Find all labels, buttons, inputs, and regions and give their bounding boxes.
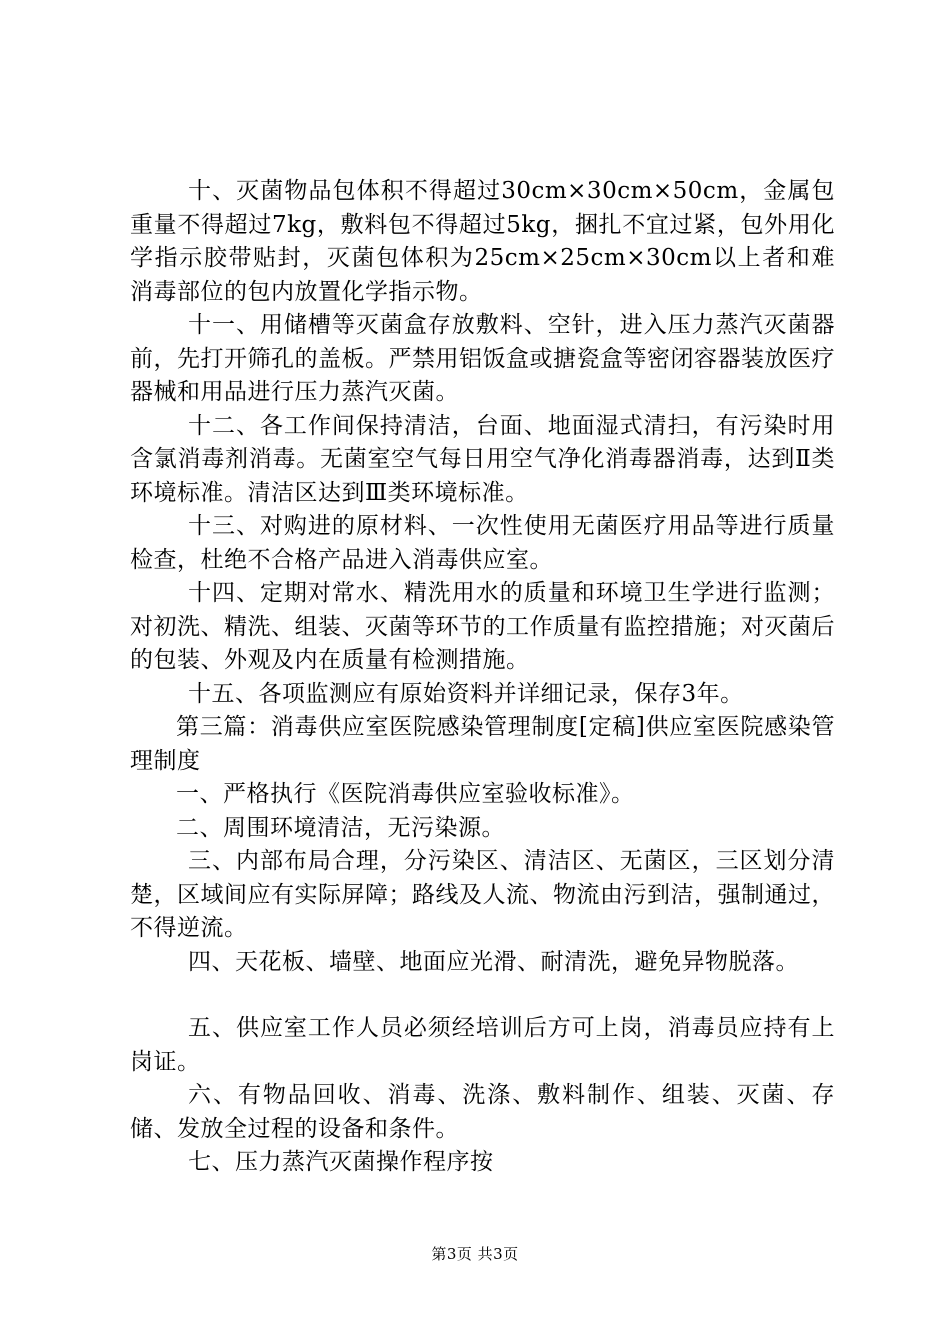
- section-heading: 第三篇：消毒供应室医院感染管理制度[定稿]供应室医院感染管理制度: [130, 714, 835, 774]
- rule-item-2: 二、周围环境清洁，无污染源。: [176, 814, 505, 841]
- document-body: [130, 175, 835, 1180]
- paragraph-10: 十、灭菌物品包体积不得超过30cm×30cm×50cm，金属包重量不得超过7kg，敷料包不得超过5kg，捆扎不宜过紧，包外用化学指示胶带贴封，灭菌包体积为25cm×25cm×30cm以上者和难消毒部位的包内放置化学指示物。: [130, 178, 835, 305]
- paragraph-13: 十三、对购进的原材料、一次性使用无菌医疗用品等进行质量检查，杜绝不合格产品进入消毒供应室。: [130, 513, 835, 573]
- paragraph-12: 十二、各工作间保持清洁，台面、地面湿式清扫，有污染时用含氯消毒剂消毒。无菌室空气每日用空气净化消毒器消毒，达到Ⅱ类环境标准。清洁区达到Ⅲ类环境标准。: [130, 412, 835, 506]
- rule-item-5: 五、供应室工作人员必须经培训后方可上岗，消毒员应持有上岗证。: [130, 1015, 835, 1075]
- rule-item-3: 三、内部布局合理，分污染区、清洁区、无菌区，三区划分清楚，区域间应有实际屏障；路线及人流、物流由污到洁，强制通过，不得逆流。: [130, 848, 835, 941]
- rule-item-7: 七、压力蒸汽灭菌操作程序按: [188, 1149, 494, 1175]
- rule-item-6: 六、有物品回收、消毒、洗涤、敷料制作、组装、灭菌、存储、发放全过程的设备和条件。: [130, 1082, 835, 1142]
- page-number-footer: 第3页 共3页: [431, 1245, 519, 1263]
- paragraph-15: 十五、各项监测应有原始资料并详细记录，保存3年。: [188, 680, 744, 707]
- paragraph-11: 十一、用储槽等灭菌盒存放敷料、空针，进入压力蒸汽灭菌器前，先打开筛孔的盖板。严禁用铝饭盒或搪瓷盒等密闭容器装放医疗器械和用品进行压力蒸汽灭菌。: [130, 312, 835, 405]
- rule-item-4: 四、天花板、墙壁、地面应光滑、耐清洗，避免异物脱落。: [188, 948, 799, 975]
- rule-item-1: 一、严格执行《医院消毒供应室验收标准》。: [176, 781, 635, 807]
- paragraph-14: 十四、定期对常水、精洗用水的质量和环境卫生学进行监测；对初洗、精洗、组装、灭菌等环节的工作质量有监控措施；对灭菌后的包装、外观及内在质量有检测措施。: [130, 580, 835, 673]
